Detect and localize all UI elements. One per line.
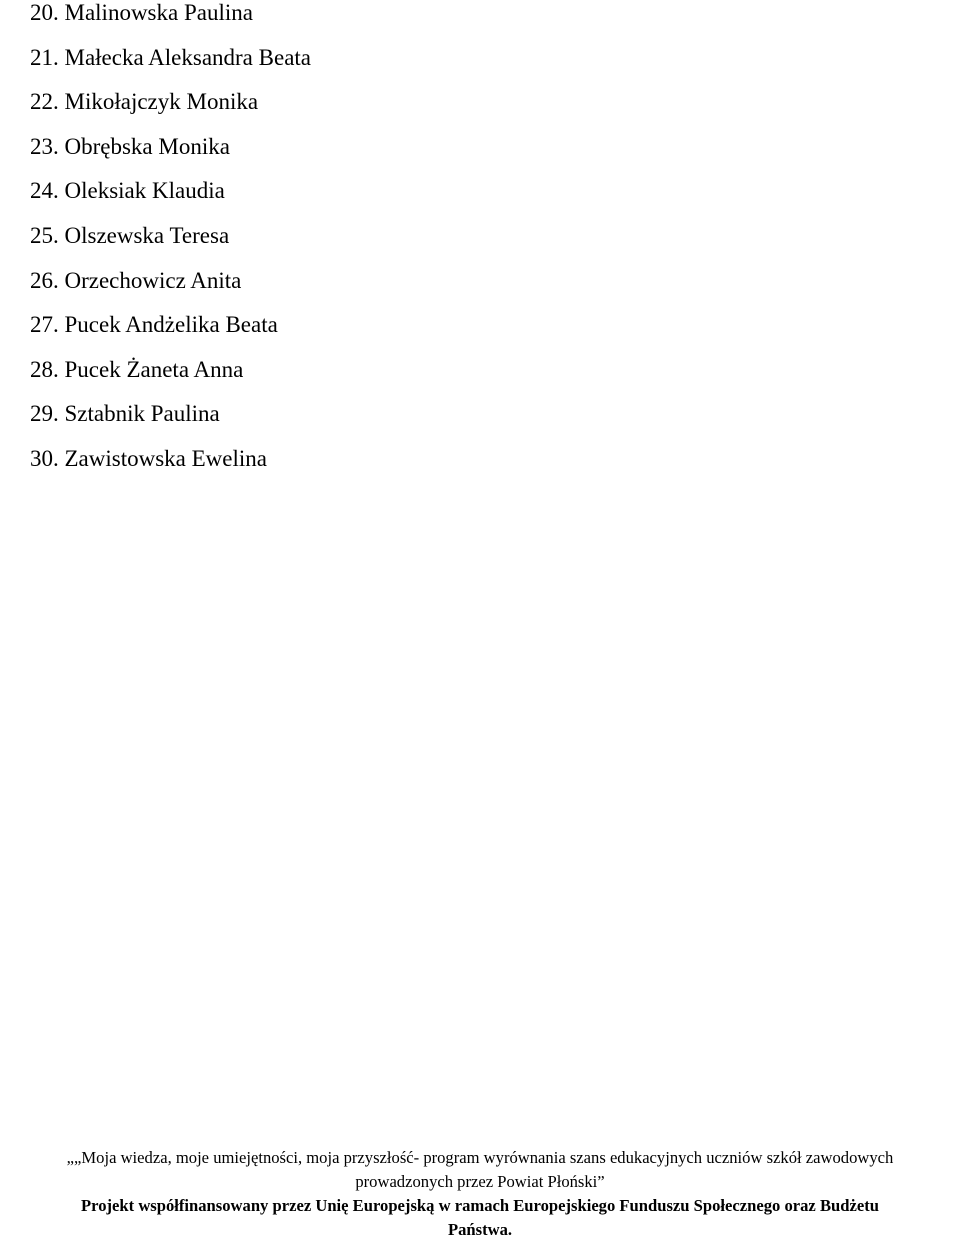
- page-footer: [0, 1146, 960, 1242]
- program-title-line-1: „„Moja wiedza, moje umiejętności, moja przyszłość- program wyrównania szans edukacyjnych uczniów szkół zawodowych: [66, 1148, 894, 1167]
- list-item: 22. Mikołajczyk Monika: [30, 89, 259, 115]
- list-item: 25. Olszewska Teresa: [30, 222, 230, 248]
- list-item: 28. Pucek Żaneta Anna: [30, 356, 244, 382]
- funding-note-line-2: Państwa.: [447, 1220, 513, 1239]
- list-item: 29. Sztabnik Paulina: [30, 401, 220, 427]
- list-item: 20. Malinowska Paulina: [30, 0, 253, 25]
- funding-note-line-1: Projekt współfinansowany przez Unię Europejską w ramach Europejskiego Funduszu Społecznego oraz Budżetu: [81, 1196, 879, 1215]
- participant-list: [30, 0, 311, 482]
- program-title-line-2: prowadzonych przez Powiat Płoński”: [355, 1172, 605, 1191]
- list-item: 27. Pucek Andżelika Beata: [30, 312, 278, 338]
- list-item: 24. Oleksiak Klaudia: [30, 178, 225, 204]
- list-item: 26. Orzechowicz Anita: [30, 267, 242, 293]
- list-item: 21. Małecka Aleksandra Beata: [30, 44, 311, 70]
- list-item: 30. Zawistowska Ewelina: [30, 445, 267, 471]
- list-item: 23. Obrębska Monika: [30, 133, 230, 159]
